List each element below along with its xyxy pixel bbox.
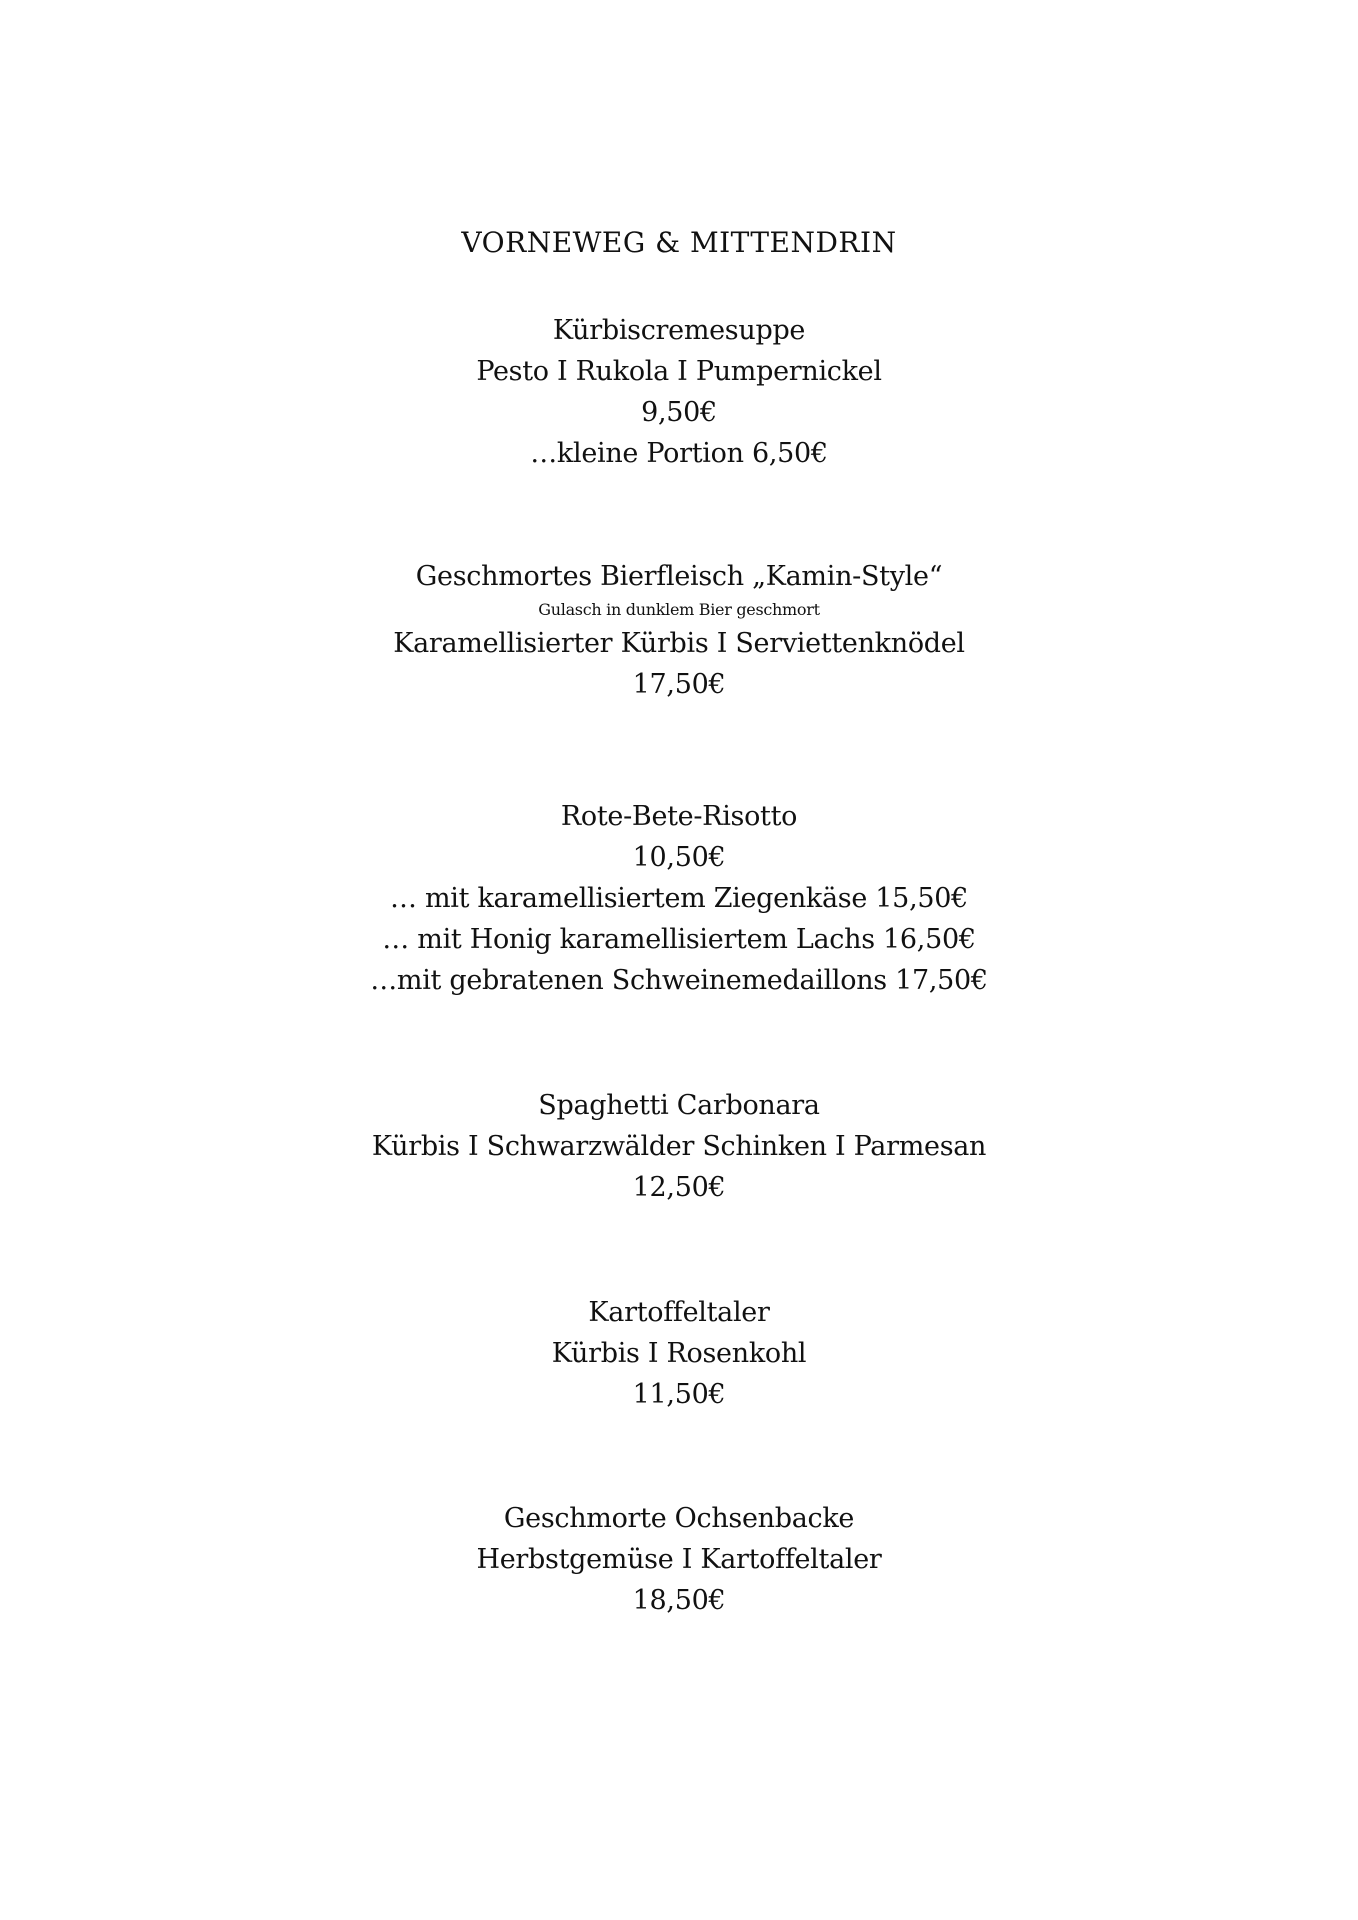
dish-details: Pesto I Rukola I Pumpernickel [476,356,882,387]
dish-name: Geschmortes Bierfleisch „Kamin-Style“ [415,561,943,592]
dish-name: Rote-Bete-Risotto [560,801,798,832]
dish-option: … mit karamellisiertem Ziegenkäse 15,50€ [390,883,968,914]
dish-price: 18,50€ [632,1585,726,1616]
dish-details: Kürbis I Rosenkohl [551,1338,807,1369]
section-title: VORNEWEG & MITTENDRIN [461,226,897,259]
dish-option: …mit gebratenen Schweinemedaillons 17,50€ [370,965,988,996]
menu-item-kartoffeltaler [0,1292,1358,1415]
dish-name: Kartoffeltaler [588,1297,770,1328]
dish-price: 17,50€ [632,669,726,700]
menu-item-bierfleisch [0,556,1358,705]
dish-option: … mit Honig karamellisiertem Lachs 16,50€ [382,924,976,955]
dish-note: Gulasch in dunklem Bier geschmort [538,600,820,619]
dish-name: Kürbiscremesuppe [552,315,806,346]
dish-details: Kürbis I Schwarzwälder Schinken I Parmesan [371,1131,987,1162]
menu-item-carbonara [0,1085,1358,1208]
dish-name: Spaghetti Carbonara [538,1090,820,1121]
dish-price: 12,50€ [632,1172,726,1203]
dish-extra: …kleine Portion 6,50€ [530,438,828,469]
dish-price: 11,50€ [632,1379,726,1410]
dish-details: Karamellisierter Kürbis I Serviettenknödel [393,628,965,659]
dish-details: Herbstgemüse I Kartoffeltaler [476,1544,882,1575]
dish-price: 10,50€ [632,842,726,873]
dish-price: 9,50€ [641,397,717,428]
menu-item-kuerbiscremesuppe [0,310,1358,474]
dish-name: Geschmorte Ochsenbacke [503,1503,855,1534]
menu-item-ochsenbacke [0,1498,1358,1621]
menu-item-risotto [0,796,1358,1001]
